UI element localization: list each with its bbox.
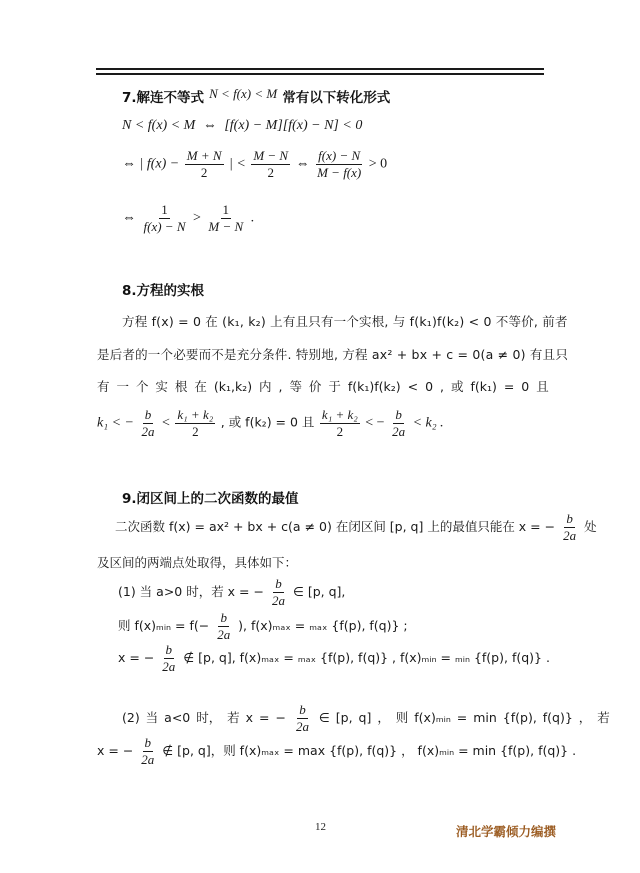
brand-label: 清北学霸倾力编撰: [456, 824, 557, 839]
section-8-paragraph-line-3: 有 一 个 实 根 在 (k₁,k₂) 内 , 等 价 于 f(k₁)f(k₂) < 0 , 或 f(k₁) = 0 且: [97, 379, 549, 394]
section-9-intro-line-1: 二次函数 f(x) = ax² + bx + c(a ≠ 0) 在闭区间 [p, q] 上的最值只能在 x = − $\frac{b}{2a}$ 处: [115, 511, 597, 543]
header-rule-bottom: [96, 73, 544, 75]
section-8-heading: 8.方程的实根: [122, 283, 205, 299]
section-9-case-2-line-2: x = − $\frac{b}{2a}$ ∉ [p, q]，则 f(x)ₘₐₓ = max {f(p), f(q)} ， f(x)ₘᵢₙ = min {f(p), f(q)} .: [97, 735, 577, 767]
section-9-intro-line-2: 及区间的两端点处取得，具体如下：: [97, 555, 298, 570]
section-9-case-1-line-1: (1) 当 a>0 时，若 x = − $\frac{b}{2a}$ ∈ [p, q],: [118, 576, 346, 608]
section-9-case-1-line-2: 则 f(x)ₘᵢₙ = f(− $\frac{b}{2a}$ ), f(x)ₘₐₓ = ₘₐₓ {f(p), f(q)} ;: [118, 610, 408, 642]
section-7-heading-math: N < f(x) < M: [209, 86, 278, 101]
section-8-paragraph-line-2: 是后者的一个必要而不是充分条件. 特别地, 方程 ax² + bx + c = 0(a ≠ 0) 有且只: [97, 347, 569, 362]
page-number: 12: [315, 821, 326, 833]
header-rule-top: [96, 68, 544, 70]
section-8-paragraph-line-1: 方程 f(x) = 0 在 (k₁, k₂) 上有且只有一个实根, 与 f(k₁)f(k₂) < 0 不等价, 前者: [122, 314, 568, 329]
section-7-heading: 7.解连不等式 $^{N < f(x) < M}$ 常有以下转化形式: [122, 86, 391, 106]
section-7-line-3: ⇔ $\frac{1}{f(x) - N}$ > $\frac{1}{M - N}$ .: [122, 202, 255, 234]
section-8-paragraph-line-4: k₁ < − $\frac{b}{2a}$ < $\frac{\text{k₁ + k₂}}{2}$ , 或 f(k₂) = 0 且 $\frac{\text{k₁ + k₂}}{2}$ < − $\frac{b}{2a}$ < k₂ .: [97, 407, 444, 439]
section-7-line-2: ⇔ | f(x) − $\frac{M + N}{2}$ | < $\frac{M - N}{2}$ ⇔ $\frac{f(x) - N}{M - f(x)}$ > 0: [122, 148, 388, 180]
section-7-line-1: N < f(x) < M ⇔ [f(x) − M][f(x) − N] < 0: [122, 118, 363, 133]
section-9-case-2-line-1: (2) 当 a<0 时， 若 x = − $\frac{b}{2a}$ ∈ [p, q] ， 则 f(x)ₘᵢₙ = min {f(p), f(q)} ， 若: [122, 702, 610, 734]
section-9-case-1-line-3: x = − $\frac{b}{2a}$ ∉ [p, q], f(x)ₘₐₓ = ₘₐₓ {f(p), f(q)} , f(x)ₘᵢₙ = ₘᵢₙ {f(p), f(q)} .: [118, 642, 550, 674]
section-9-heading: 9.闭区间上的二次函数的最值: [122, 491, 299, 507]
